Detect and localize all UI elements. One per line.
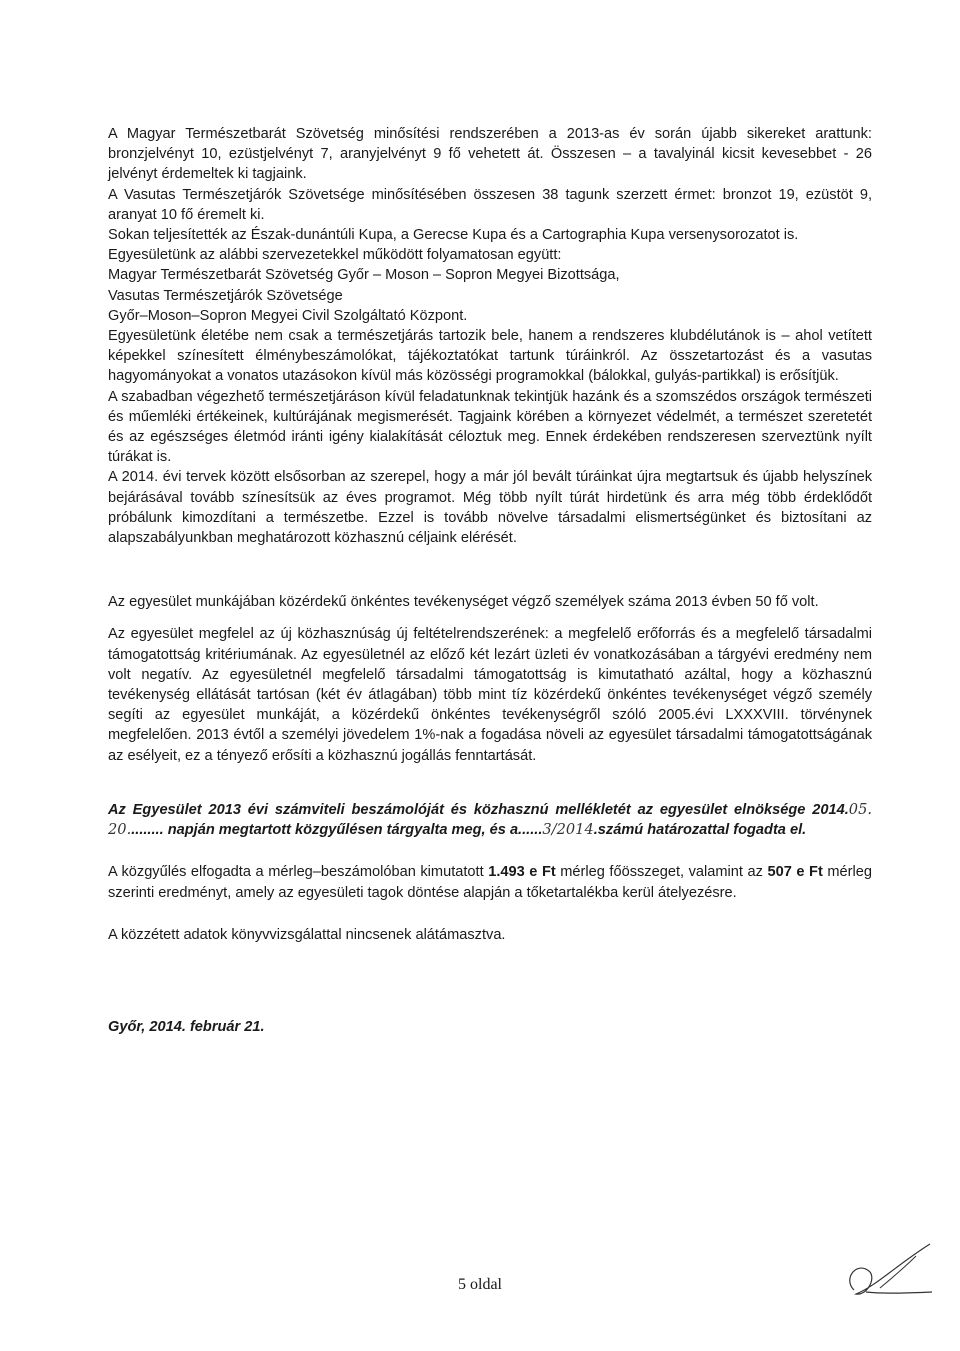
paragraph-partners-intro: Egyesületünk az alábbi szervezetekkel működött folyamatosan együtt: xyxy=(108,247,562,264)
balance-text-post: mérleg szerinti eredményt, amely az egyesületi tagok döntése alapján a tőketartalékba kerül átelyezésre. xyxy=(108,864,872,901)
paragraph-badges: A Magyar Természetbarát Szövetség minősítési rendszerében a 2013-as év során újabb sikereket arattunk: bronzjelvényt 10, ezüstjelvényt 7, aranyjelvényt 9 fő vehetett át. Összesen – a tavalyinál kicsit kevesebbet - 26 jelvényt érdemeltek ki tagjaink. xyxy=(108,126,872,183)
partner-vtsz: Vasutas Természetjárók Szövetsége xyxy=(108,287,343,304)
signature-image xyxy=(836,1238,936,1308)
paragraph-volunteers: Az egyesület munkájában közérdekű önkéntes tevékenységet végző személyek száma 2013 évben 50 fő volt. xyxy=(108,594,819,611)
partner-civil-center: Győr–Moson–Sopron Megyei Civil Szolgáltató Központ. xyxy=(108,307,468,324)
paragraph-audit: A közzétett adatok könyvvizsgálattal nincsenek alátámasztva. xyxy=(108,926,506,943)
page-number: 5 oldal xyxy=(458,1276,502,1293)
resolution-statement xyxy=(108,800,872,840)
balance-text-mid: mérleg főösszeget, valamint az xyxy=(555,864,768,881)
balance-result-amount: 507 e Ft xyxy=(767,864,823,881)
paragraph-railway-awards: A Vasutas Természetjárók Szövetsége minősítésében összesen 38 tagunk szerzett érmet: bronzot 19, ezüstöt 9, aranyat 10 fő éremelt ki. xyxy=(108,186,872,223)
paragraph-outdoor: A szabadban végezhető természetjáráson kívül feladatunknak tekintjük hazánk és a szomszédos országok természeti és műemléki értékeinek, kultúrájának megismerését. Tagjaink körében a környezet védelmét, a természet szeretetét és az egészséges életmód iránti igény kialakítását céloztuk meg. Ennek érdekében rendszeresen szerveztünk nyílt túrákat is. xyxy=(108,388,872,466)
resolution-part2: ........ napján megtartott közgyűlésen tárgyalta meg, és a...... xyxy=(131,822,543,839)
paragraph-cups: Sokan teljesítették az Észak-dunántúli Kupa, a Gerecse Kupa és a Cartographia Kupa versenysorozatot is. xyxy=(108,227,799,244)
handwritten-resolution-number: 3/2014 xyxy=(542,821,594,839)
paragraph-balance xyxy=(108,862,872,902)
paragraph-public-benefit: Az egyesület megfelel az új közhasznúság új feltételrendszerének: a megfelelő erőforrás és a megfelelő társadalmi támogatottság kritériumának. Az egyesületnél az előző két lezárt üzleti év vonatkozásában a tárgyévi eredmény nem volt negatív. Az egyesületnél megfelelő társadalmi támogatottság is kimutatható azáltal, hogy a közhasznú tevékenység ellátását tartósan (két év átlagában) több mint tíz közérdekű önkéntes tevékenységet végző személy segíti az egyesület munkáját, a közérdekű önkéntes tevékenységről szóló 2005.évi LXXXVIII. törvénynek megfelelően. 2013 évtől a személyi jövedelem 1%-nak a fogadása növeli az egyesület társadalmi támogatottságának az esélyeit, ez a tényező erősíti a közhasznú jogállás fenntartását. xyxy=(108,626,872,764)
paragraph-club-life: Egyesületünk életébe nem csak a természetjárás tartozik bele, hanem a rendszeres klubdélutánok is – ahol vetített képekkel színesített élménybeszámolókat, tájékoztatókat tartunk túráinkról. Az összetartozást és a vasutas hagyományokat a vonatos utazásokon kívül más közösségi programokkal (bálokkal, gulyás-partikkal) is erősítjük. xyxy=(108,328,872,385)
balance-text-pre: A közgyűlés elfogadta a mérleg–beszámolóban kimutatott xyxy=(108,864,489,881)
resolution-part3: .számú határozattal fogadta el. xyxy=(593,822,807,839)
partner-mtsz: Magyar Természetbarát Szövetség Győr – Moson – Sopron Megyei Bizottsága, xyxy=(108,267,620,284)
place-date: Győr, 2014. február 21. xyxy=(108,1018,265,1035)
paragraph-plans-2014: A 2014. évi tervek között elsősorban az szerepel, hogy a már jól bevált túráinkat újra megtartsuk és újabb helyszínek bejárásával tovább színesítsük az éves programot. Még több nyílt túrát hirdetünk és arra még több érdeklődőt próbálunk kimozdítani a természetbe. Ezzel is tovább növelve társadalmi elismertségünket és biztosítani az alapszabályunkban meghatározott közhasznú céljaink elérését. xyxy=(108,469,872,547)
document-body xyxy=(108,124,872,1037)
balance-total-amount: 1.493 e Ft xyxy=(488,864,556,881)
handwritten-date: 05. 20. xyxy=(108,800,872,839)
resolution-part1: Az Egyesület 2013 évi számviteli beszámolóját és közhasznú mellékletét az egyesület elnöksége 2014. xyxy=(108,801,849,818)
